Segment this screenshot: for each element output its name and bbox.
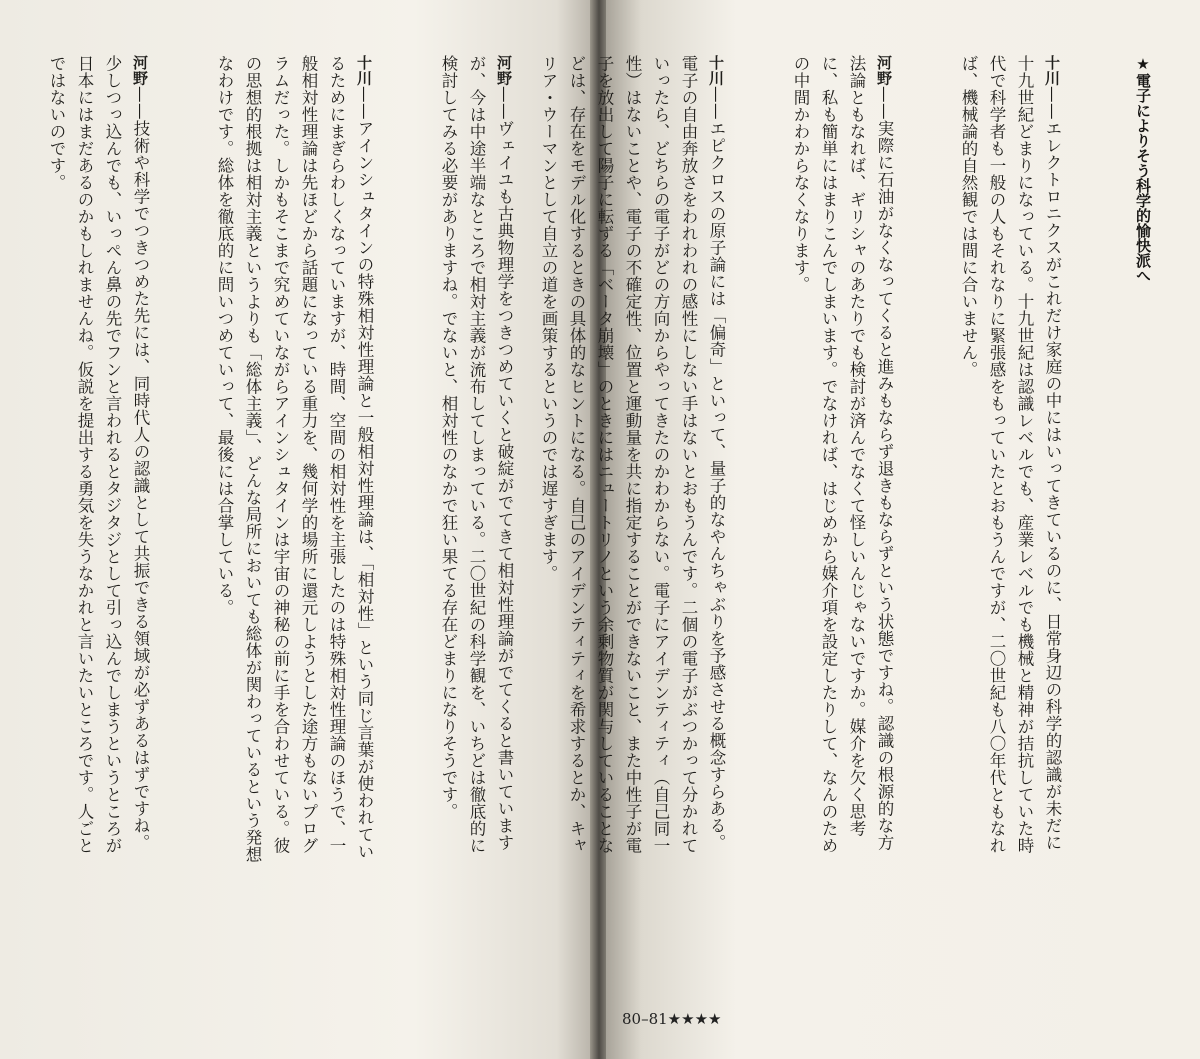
- dialogue-text: 技術や科学でつきつめた先には、同時代人の認識として共振できる領域が必ずあるはずですね。少しつっ込んでも、いっぺん鼻の先でフンと言われるとタジタジとして引っ込んでしまうというところが日本にはまだあるのかもしれませんね。仮説を提出する勇気を失うなかれと言いたいところです。人ごとではないのです。: [47, 55, 150, 854]
- right-page: [539, 0, 1200, 1059]
- dialogue-paragraph: 河野——技術や科学でつきつめた先には、同時代人の認識として共振できる領域が必ずあるはずですね。少しつっ込んでも、いっぺん鼻の先でフンと言われるとタジタジとして引っ込んでしまうというところが日本にはまだあるのかもしれませんね。仮説を提出する勇気を失うなかれと言いたいところです。人ごとではないのです。: [47, 55, 150, 854]
- dialogue-paragraph: 十川——エピクロスの原子論には「偏奇」といって、量子的なやんちゃぶりを予感させる概念すらある。電子の自由奔放さをわれわれの感性にしない手はないとおもうんです。二個の電子がぶつかって分かれていったら、どちらの電子がどの方向からやってきたのかわからない。電子にアイデンティティ（自己同一性）はないことや、電子の不確定性、位置と運動量を共に指定することができないこと、また中性子が電子を放出して陽子に転ずる「ベータ崩壊」のときにはニュートリノという余剰物質が関与していることなどは、存在をモデル化するときの具体的なヒントになる。自己のアイデンティティを希求するとか、キャリア・ウーマンとして自立の道を画策するというのでは遅すぎます。: [539, 55, 726, 854]
- speaker-label: 河野: [495, 55, 513, 86]
- dialogue-text: エレクトロニクスがこれだけ家庭の中にはいってきているのに、日常身辺の科学的認識が未だに十九世紀どまりになっている。十九世紀は認識レベルでも、産業レベルでも機械と精神が拮抗していた時代で科学者も一般の人もそれなりに緊張感をもっていたとおもうんですが、二〇世紀も八〇年代ともなれば、機械論的自然観では間に合いません。: [959, 55, 1062, 854]
- speaker-label: 十川: [355, 55, 373, 86]
- speaker-label: 十川: [1043, 55, 1061, 86]
- dialogue-paragraph: 十川——エレクトロニクスがこれだけ家庭の中にはいってきているのに、日常身辺の科学的認識が未だに十九世紀どまりになっている。十九世紀は認識レベルでも、産業レベルでも機械と精神が拮抗していた時代で科学者も一般の人もそれなりに緊張感をもっていたとおもうんですが、二〇世紀も八〇年代ともなれば、機械論的自然観では間に合いません。: [959, 55, 1062, 854]
- dialogue-text: アインシュタインの特殊相対性理論と一般相対性理論は、「相対性」という同じ言葉が使われているためにまぎらわしくなっていますが、時間、空間の相対性を主張したのは特殊相対性理論のほうで、一般相対性理論は先ほどから話題になっている重力を、幾何学的場所に還元しようとした途方もないプログラムだった。しかもそこまで究めていながらアインシュタインは宇宙の神秘の前に手を合わせている。彼の思想的根拠は相対主義というよりも「総体主義」、どんな局所においても総体が関わっているという発想なわけです。総体を徹底的に問いつめていって、最後には合掌している。: [215, 55, 374, 863]
- dialogue-paragraph: 十川——アインシュタインの特殊相対性理論と一般相対性理論は、「相対性」という同じ言葉が使われているためにまぎらわしくなっていますが、時間、空間の相対性を主張したのは特殊相対性理論のほうで、一般相対性理論は先ほどから話題になっている重力を、幾何学的場所に還元しようとした途方もないプログラムだった。しかもそこまで究めていながらアインシュタインは宇宙の神秘の前に手を合わせている。彼の思想的根拠は相対主義というよりも「総体主義」、どんな局所においても総体が関わっているという発想なわけです。総体を徹底的に問いつめていって、最後には合掌している。: [215, 55, 374, 863]
- speaker-label: 十川: [707, 55, 725, 86]
- speaker-label: 河野: [875, 55, 893, 86]
- dialogue-text: ヴェイユも古典物理学をつきつめていくと破綻がでてきて相対性理論がでてくると書いていますが、今は中途半端なところで相対主義が流布してしまっている。二〇世紀の科学観を、いちどは徹底的に検討してみる必要がありますね。でないと、相対性のなかで狂い果てる存在どまりになりそうです。: [439, 55, 514, 854]
- dialogue-paragraph: 河野——ヴェイユも古典物理学をつきつめていくと破綻がでてきて相対性理論がでてくると書いていますが、今は中途半端なところで相対主義が流布してしまっている。二〇世紀の科学観を、いちどは徹底的に検討してみる必要がありますね。でないと、相対性のなかで狂い果てる存在どまりになりそうです。: [439, 55, 514, 854]
- page-number: 80–81★★★★: [622, 1010, 722, 1028]
- section-heading: ★電子によりそう科学的愉快派へ: [1134, 55, 1152, 283]
- dialogue-text: エピクロスの原子論には「偏奇」といって、量子的なやんちゃぶりを予感させる概念すらある。電子の自由奔放さをわれわれの感性にしない手はないとおもうんです。二個の電子がぶつかって分かれていったら、どちらの電子がどの方向からやってきたのかわからない。電子にアイデンティティ（自己同一性）はないことや、電子の不確定性、位置と運動量を共に指定することができないこと、また中性子が電子を放出して陽子に転ずる「ベータ崩壊」のときにはニュートリノという余剰物質が関与していることなどは、存在をモデル化するときの具体的なヒントになる。自己のアイデンティティを希求するとか、キャリア・ウーマンとして自立の道を画策するというのでは遅すぎます。: [539, 55, 726, 854]
- speaker-label: 河野: [131, 55, 149, 86]
- right-page-text: [478, 55, 1122, 865]
- dialogue-paragraph: 河野——実際に石油がなくなってくると進みもならず退きもならずという状態ですね。認識の根源的な方法論ともなれば、ギリシャのあたりでも検討が済んでなくて怪しいんじゃないですか。媒介を欠く思考に、私も簡単にはまりこんでしまいます。でなければ、はじめから媒介項を設定したりして、なんのための中間かわからなくなります。: [791, 55, 894, 854]
- dialogue-text: 実際に石油がなくなってくると進みもならず退きもならずという状態ですね。認識の根源的な方法論ともなれば、ギリシャのあたりでも検討が済んでなくて怪しいんじゃないですか。媒介を欠く思考に、私も簡単にはまりこんでしまいます。でなければ、はじめから媒介項を設定したりして、なんのための中間かわからなくなります。: [791, 55, 894, 854]
